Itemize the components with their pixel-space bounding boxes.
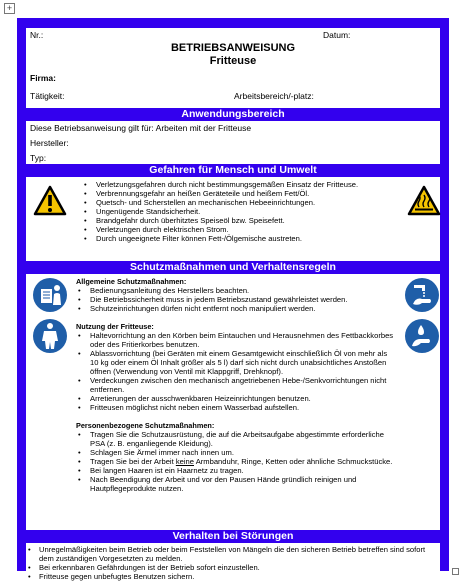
scope-section	[26, 121, 440, 164]
firma-label: Firma:	[30, 73, 56, 83]
nr-label: Nr.:	[30, 30, 44, 40]
hazards-heading: Gefahren für Mensch und Umwelt	[149, 164, 317, 176]
personal-measures-list	[76, 430, 396, 493]
typ-label: Typ:	[30, 153, 47, 163]
hand-washing-icon	[404, 277, 440, 318]
hazards-section	[26, 177, 440, 261]
list-item: • Schlagen Sie Ärmel immer nach innen um.	[76, 448, 396, 457]
list-item: • Quetsch- und Scherstellen an mechanischen Hebeeinrichtungen.	[82, 198, 382, 207]
list-item: • Ablassvorrichtung (bei Geräten mit einem Gesamtgewicht einschließlich Öl von mehr als 10 kg oder einem Öl Inhalt größer als 5 l) darf sich nicht durch unabsichtliches Anstoßen öffnen (Verwendung von Ventil mit Klappgriff, Drehknopf).	[76, 349, 396, 376]
hand-care-icon	[404, 318, 440, 359]
faults-heading: Verhalten bei Störungen	[172, 530, 294, 542]
faults-section	[26, 543, 440, 583]
list-item: • Haltevorrichtung an den Körben beim Eintauchen und Herausnehmen des Fettbackkorbes oder des Fritierkorbes benutzen.	[76, 331, 396, 349]
list-item: • Unregelmäßigkeiten beim Betrieb oder beim Feststellen von Mängeln die den sicheren Betrieb betreffen sind sofort dem zuständigen Vorgesetzten zu melden.	[26, 545, 431, 563]
list-item: • Durch ungeeignete Filter können Fett-/Ölgemische austreten.	[82, 234, 382, 243]
list-item: • Schutzeinrichtungen dürfen nicht entfernt noch manipuliert werden.	[76, 304, 396, 313]
document-subtitle: Fritteuse	[209, 55, 257, 67]
document-title: BETRIEBSANWEISUNG	[170, 42, 296, 54]
protective-clothing-icon	[32, 318, 68, 359]
warning-triangle-icon	[33, 185, 67, 221]
read-manual-icon	[32, 277, 68, 318]
list-item: • Verdeckungen zwischen den mechanisch angetriebenen Hebe-/Senkvorrichtungen nicht entfernen.	[76, 376, 396, 394]
list-item: • Verletzungen durch elektrischen Strom.	[82, 225, 382, 234]
scope-applies-to: Diese Betriebsanweisung gilt für: Arbeiten mit der Fritteuse	[30, 123, 252, 133]
list-item: • Bedienungsanleitung des Herstellers beachten.	[76, 286, 396, 295]
list-item: • Arretierungen der ausschwenkbaren Heizeinrichtungen benutzen.	[76, 394, 396, 403]
scope-heading: Anwendungsbereich	[181, 108, 285, 120]
jewelry-text-pre: Tragen Sie bei der Arbeit	[90, 457, 176, 466]
list-item	[76, 457, 396, 466]
jewelry-text-post: Armbanduhr, Ringe, Ketten oder ähnliche Schmuckstücke.	[194, 457, 393, 466]
list-item: • Nach Beendigung der Arbeit und vor den Pausen Hände gründlich reinigen und Hautpflegeprodukte nutzen.	[76, 475, 396, 493]
hot-surface-icon	[407, 185, 441, 221]
hazards-list	[82, 180, 382, 243]
table-resize-handle[interactable]	[452, 568, 459, 575]
list-item: • Ungenügende Standsicherheit.	[82, 207, 382, 216]
operating-instructions-sheet	[17, 18, 449, 581]
datum-label: Datum:	[323, 30, 351, 40]
list-item: • Fritteuse gegen unbefugtes Benutzen sichern.	[26, 572, 431, 581]
personal-measures-heading: Personenbezogene Schutzmaßnahmen:	[76, 421, 215, 430]
list-item: • Brandgefahr durch überhitztes Speiseöl bzw. Speisefett.	[82, 216, 382, 225]
list-item: • Bei erkennbaren Gefährdungen ist der Betrieb sofort einzustellen.	[26, 563, 431, 572]
protection-section	[26, 274, 440, 530]
list-item: • Bei langen Haaren ist ein Haarnetz zu tragen.	[76, 466, 396, 475]
usage-list	[76, 331, 396, 412]
arbeitsbereich-label: Arbeitsbereich/-platz:	[234, 91, 314, 101]
list-item: • Tragen Sie die Schutzausrüstung, die auf die Arbeitsaufgabe abgestimmte erforderliche PSA (z. B. enganliegende Kleidung).	[76, 430, 396, 448]
faults-list	[26, 545, 431, 581]
header-section	[26, 28, 440, 108]
protection-text	[76, 277, 396, 493]
table-move-handle[interactable]: +	[4, 3, 15, 14]
protection-heading: Schutzmaßnahmen und Verhaltensregeln	[130, 261, 336, 273]
list-item: • Die Betriebssicherheit muss in jedem Betriebszustand gewährleistet werden.	[76, 295, 396, 304]
taetigkeit-label: Tätigkeit:	[30, 91, 65, 101]
general-measures-heading: Allgemeine Schutzmaßnahmen:	[76, 277, 187, 286]
list-item: • Verletzungsgefahren durch nicht bestimmungsgemäßen Einsatz der Fritteuse.	[82, 180, 382, 189]
general-measures-list	[76, 286, 396, 313]
jewelry-text-emphasis: keine	[175, 457, 194, 466]
usage-heading: Nutzung der Fritteuse:	[76, 322, 154, 331]
hersteller-label: Hersteller:	[30, 138, 69, 148]
list-item: • Fritteusen möglichst nicht neben einem Wasserbad aufstellen.	[76, 403, 396, 412]
list-item: • Verbrennungsgefahr an heißen Geräteteile und heißem Fett/Öl.	[82, 189, 382, 198]
